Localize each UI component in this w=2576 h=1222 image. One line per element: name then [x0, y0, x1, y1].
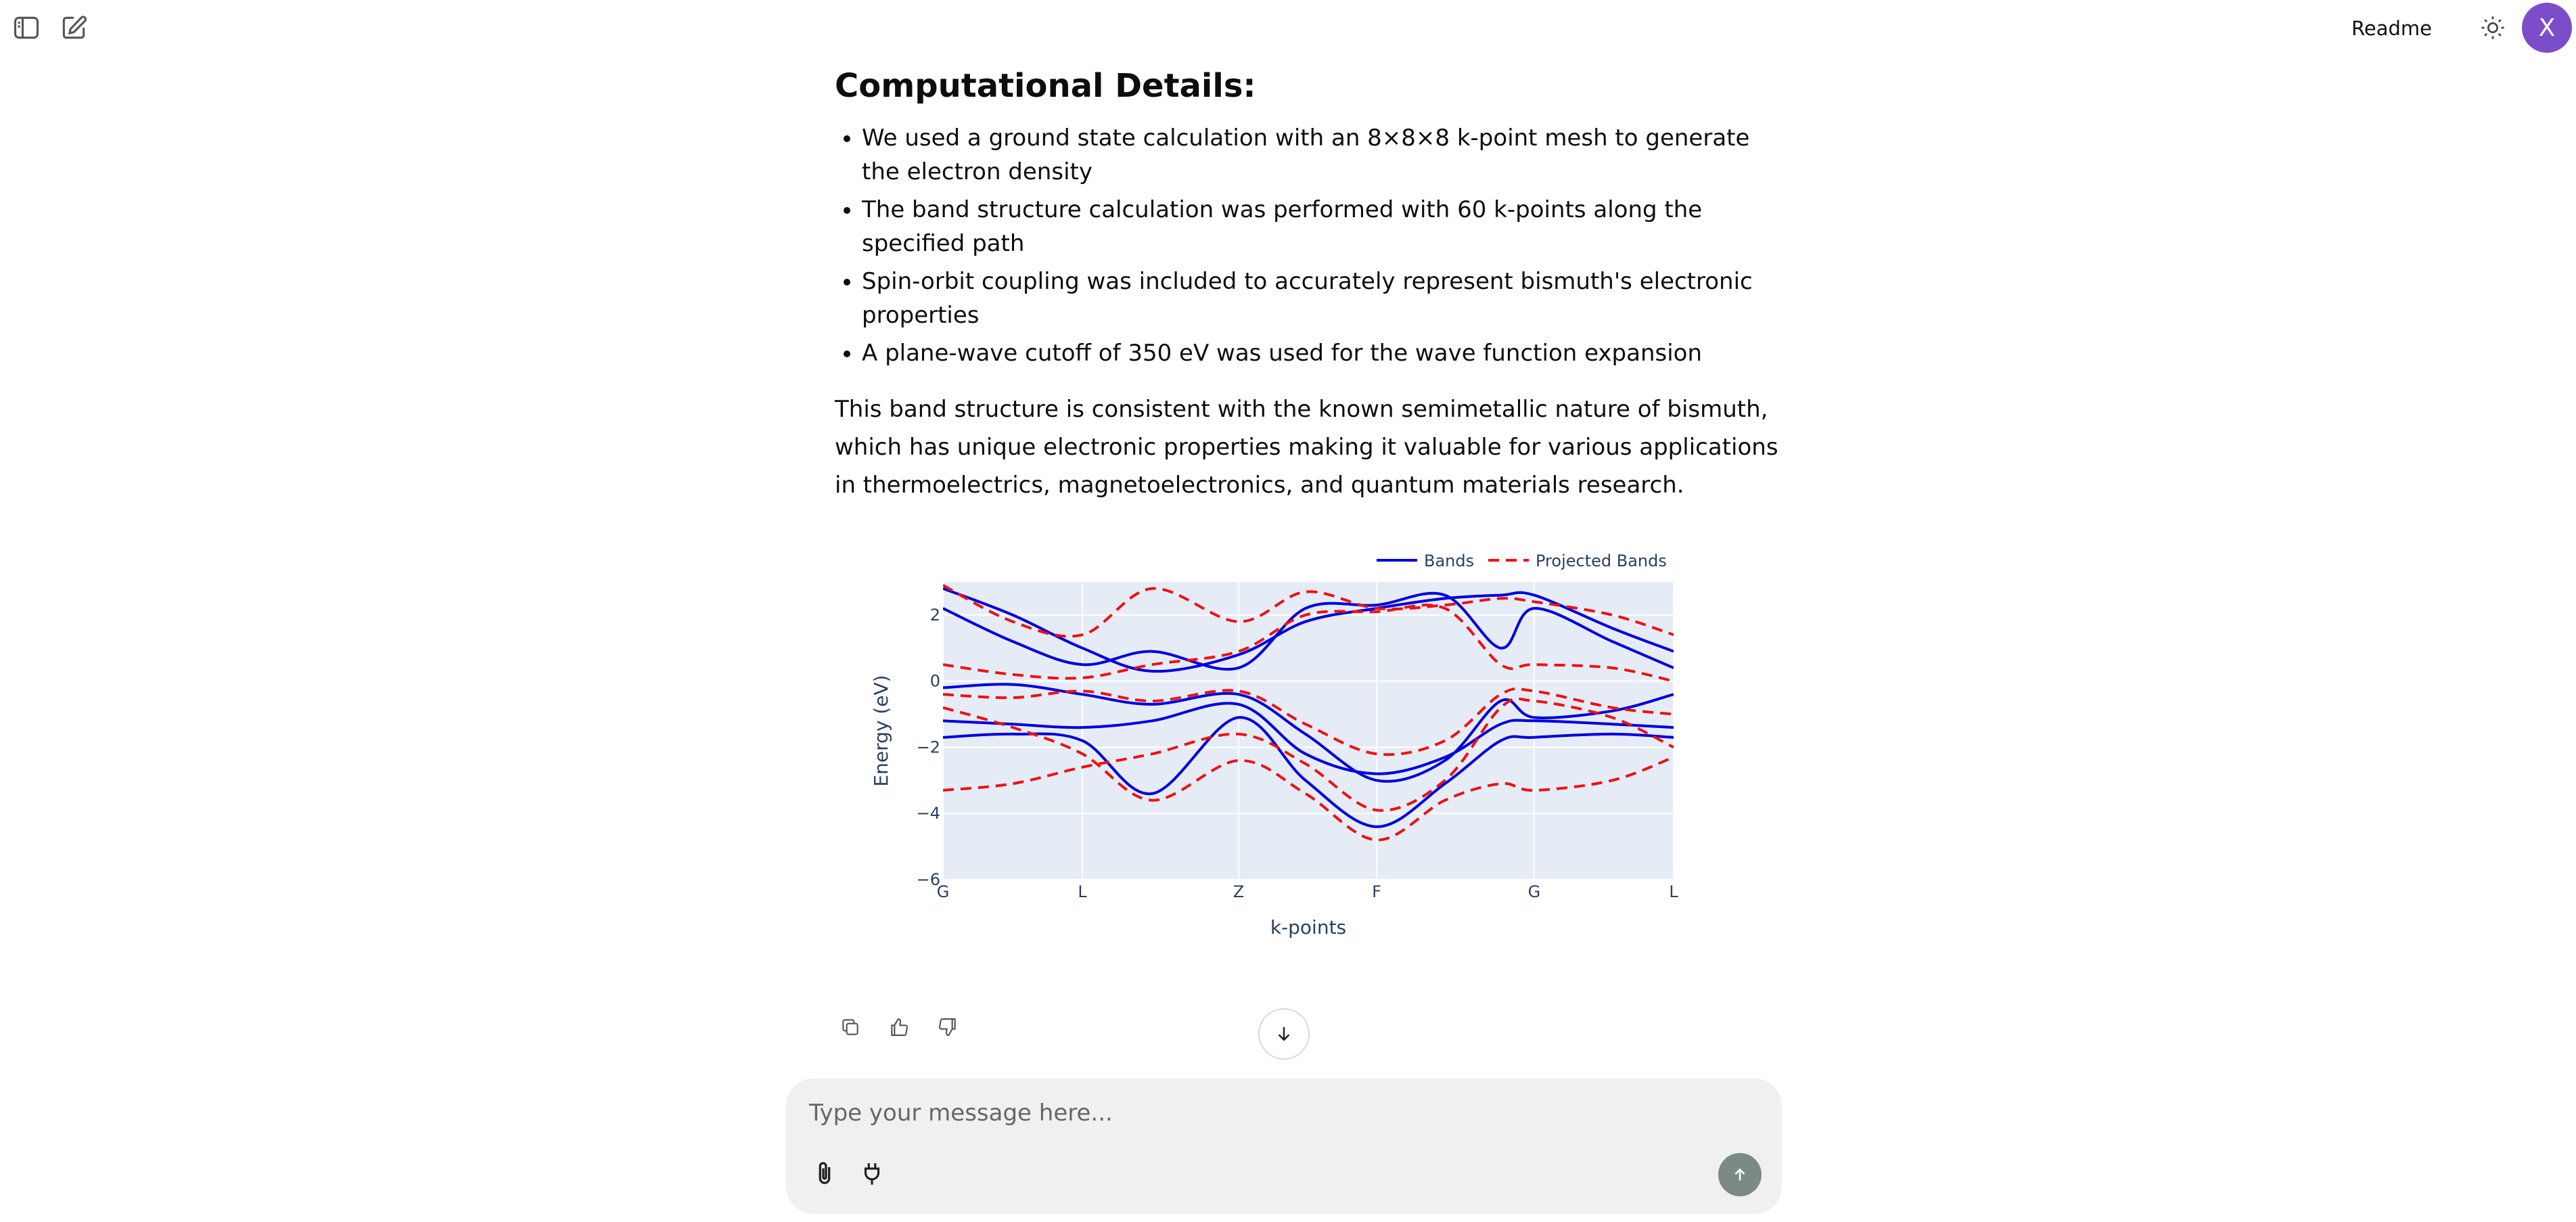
sun-icon: [2479, 14, 2506, 41]
attach-button[interactable]: [801, 1150, 848, 1198]
x-tick-label: F: [1372, 882, 1381, 901]
list-item: • The band structure calculation was performed with 60 k-points along the specified path: [862, 193, 1782, 261]
copy-icon: [840, 1016, 861, 1038]
legend-label-bands: Bands: [1424, 551, 1475, 570]
message-composer: [786, 1079, 1782, 1214]
toggle-sidebar-button[interactable]: [3, 4, 50, 51]
thumbs-down-icon: [937, 1016, 959, 1038]
edit-icon: [59, 13, 89, 43]
y-tick-label: −2: [916, 738, 940, 757]
x-tick-label: G: [1527, 882, 1541, 901]
band-structure-chart: [852, 535, 1705, 954]
scroll-to-bottom-button[interactable]: [1258, 1008, 1310, 1060]
theme-toggle-button[interactable]: [2469, 4, 2516, 51]
details-list: [835, 121, 1782, 370]
chart-svg: [852, 535, 1705, 954]
thumbs-up-icon: [888, 1016, 910, 1038]
plugins-button[interactable]: [848, 1150, 896, 1198]
arrow-up-icon: [1731, 1166, 1749, 1183]
new-chat-button[interactable]: [50, 4, 97, 51]
send-button[interactable]: [1718, 1153, 1762, 1196]
message-input[interactable]: [808, 1092, 1757, 1134]
list-item: • We used a ground state calculation with an 8×8×8 k-point mesh to generate the electron density: [862, 121, 1782, 189]
arrow-down-icon: [1274, 1024, 1294, 1044]
x-tick-label: L: [1669, 882, 1678, 901]
y-axis-label: Energy (eV): [870, 675, 892, 787]
plot-area: [943, 582, 1674, 880]
legend-label-projected: Projected Bands: [1536, 551, 1667, 570]
sidebar-icon: [12, 13, 41, 43]
thumbs-up-button[interactable]: [875, 1012, 923, 1042]
y-tick-label: 0: [929, 671, 940, 691]
x-axis-label: k-points: [1270, 916, 1347, 938]
y-tick-label: −6: [916, 870, 940, 889]
x-tick-label: Z: [1233, 882, 1245, 901]
y-tick-label: 2: [929, 605, 940, 625]
list-item: • A plane-wave cutoff of 350 eV was used for the wave function expansion: [862, 336, 1782, 370]
paperclip-icon: [811, 1160, 838, 1187]
summary-paragraph: This band structure is consistent with the known semimetallic nature of bismuth, which has unique electronic properties making it valuable for various applications in thermoelectrics, magnetoelectronics, and quantum materials research.: [835, 396, 1778, 499]
thumbs-down-button[interactable]: [924, 1012, 971, 1042]
x-tick-label: G: [936, 882, 950, 901]
x-tick-label: L: [1078, 882, 1087, 901]
readme-link[interactable]: Readme: [2351, 17, 2432, 40]
list-item: • Spin-orbit coupling was included to accurately represent bismuth's electronic properties: [862, 265, 1782, 332]
assistant-message: [835, 64, 1782, 504]
plug-icon: [859, 1161, 885, 1187]
section-heading: Computational Details:: [835, 67, 1256, 105]
y-tick-label: −4: [916, 804, 940, 823]
user-avatar[interactable]: X: [2522, 3, 2572, 53]
copy-button[interactable]: [827, 1012, 874, 1042]
